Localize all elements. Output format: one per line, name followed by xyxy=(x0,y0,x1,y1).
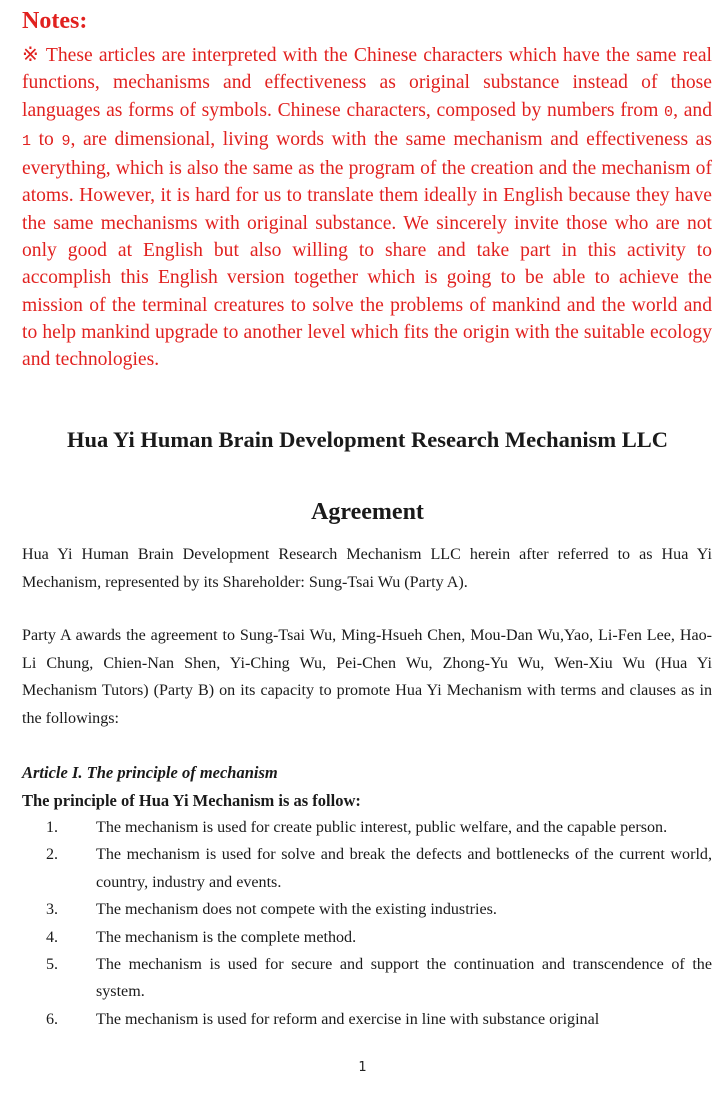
list-item xyxy=(22,896,712,923)
list-item-number: 6. xyxy=(46,1010,59,1028)
list-item-text: The mechanism is used for solve and break the defects and bottlenecks of the current world, country, industry and events. xyxy=(96,846,712,891)
document-subtitle: Agreement xyxy=(311,499,424,525)
list-item-number: 4. xyxy=(46,928,59,946)
notes-body: ※ These articles are interpreted with the Chinese characters which have the same real functions, mechanisms and effectiveness as original substance instead of those languages as forms of symbols. Chinese characters, composed by numbers from 0, and 1 to 9, are dimensional, living words with the same mechanism and effectiveness as everything, which is also the same as the program of the creation and the mechanism of atoms. However, it is hard for us to translate them ideally in English because they have the same mechanisms with original substance. We sincerely invite those who are not only good at English but also willing to share and take part in this activity to accomplish this English version together which is going to be able to achieve the mission of the terminal creatures to solve the problems of mankind and the world and to help mankind upgrade to another level which fits the origin with the suitable ecology and technologies. xyxy=(22,44,712,371)
principle-heading: The principle of Hua Yi Mechanism is as follow: xyxy=(22,791,361,810)
list-item xyxy=(22,924,712,951)
reference-mark-icon: ※ xyxy=(22,44,41,66)
list-item-number: 3. xyxy=(46,901,59,919)
intro-paragraph: Hua Yi Human Brain Development Research Mechanism LLC herein after referred to as Hua Yi Mechanism, represented by its Shareholder: Sung-Tsai Wu (Party A). xyxy=(22,546,712,591)
list-item-text: The mechanism is used for secure and support the continuation and transcendence of the system. xyxy=(96,956,712,1001)
list-item-number: 2. xyxy=(46,846,59,864)
article-title: Article I. The principle of mechanism xyxy=(22,763,278,782)
notes-heading: Notes: xyxy=(22,8,88,34)
document-title: Hua Yi Human Brain Development Research Mechanism LLC xyxy=(66,427,669,452)
list-item-number: 1. xyxy=(46,819,59,836)
list-item xyxy=(22,951,712,1006)
list-item-text: The mechanism is used for create public interest, public welfare, and the capable person. xyxy=(96,819,668,836)
list-item-text: The mechanism is used for reform and exercise in line with substance original xyxy=(96,1010,600,1028)
list-item-number: 5. xyxy=(46,956,59,974)
list-item-text: The mechanism does not compete with the existing industries. xyxy=(96,901,497,919)
list-item xyxy=(22,841,712,896)
principles-list xyxy=(22,814,712,1033)
list-item-text: The mechanism is the complete method. xyxy=(96,928,357,946)
award-paragraph: Party A awards the agreement to Sung-Tsai Wu, Ming-Hsueh Chen, Mou-Dan Wu,Yao, Li-Fen Lee, Hao-Li Chung, Chien-Nan Shen, Yi-Ching Wu, Pei-Chen Wu, Zhong-Yu Wu, Wen-Xiu Wu (Hua Yi Mechanism Tutors) (Party B) on its capacity to promote Hua Yi Mechanism with terms and clauses as in the followings: xyxy=(22,627,712,727)
page-number: 1 xyxy=(358,1060,367,1075)
notes-section xyxy=(22,6,712,374)
list-item xyxy=(22,814,712,841)
list-item xyxy=(22,1006,712,1033)
